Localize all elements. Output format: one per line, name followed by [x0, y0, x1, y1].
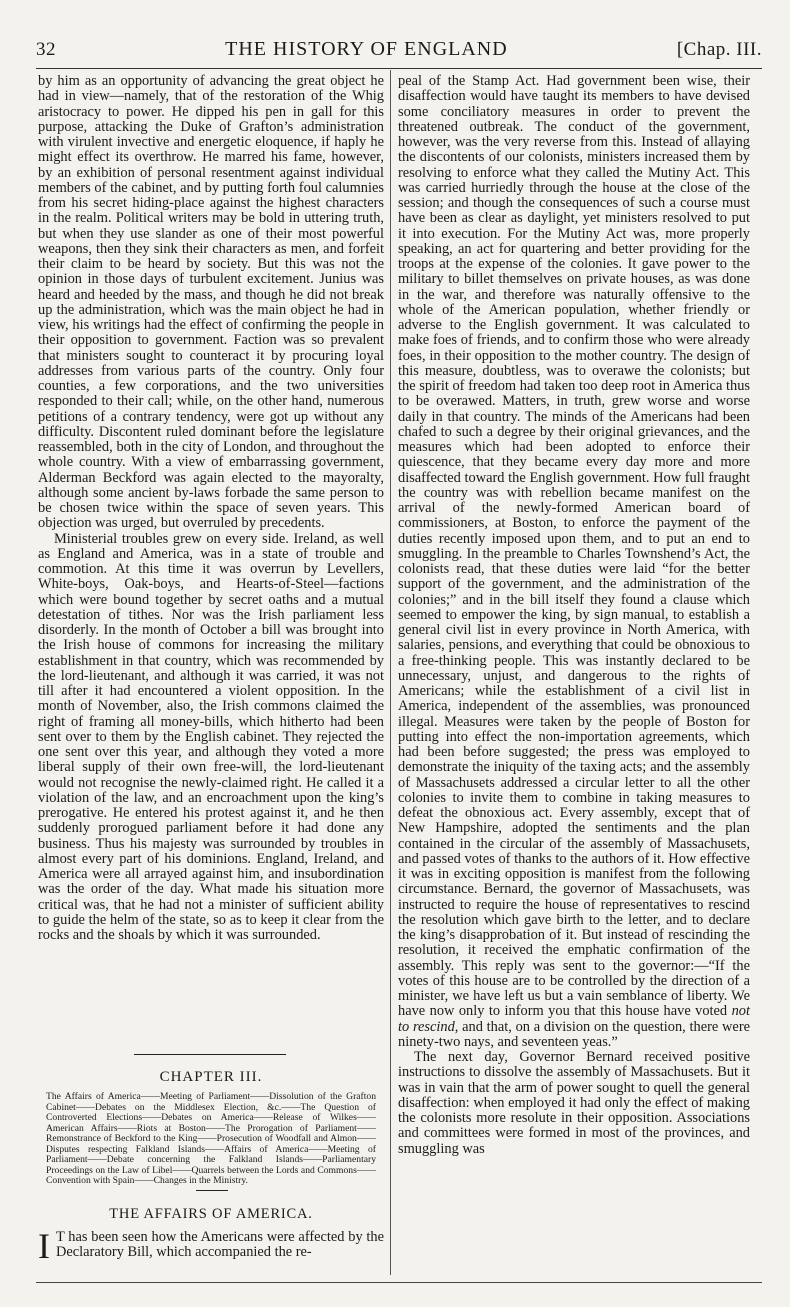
- chapter-marker: [Chap. III.: [676, 39, 762, 60]
- section-heading: THE AFFAIRS OF AMERICA.: [109, 1206, 313, 1222]
- right-paragraph: [398, 74, 750, 1050]
- drop-cap: I: [38, 1226, 50, 1266]
- page-number: 32: [36, 39, 56, 60]
- footer-rule: [36, 1282, 762, 1283]
- running-title: THE HISTORY OF ENGLAND: [225, 38, 508, 60]
- right-column: [398, 74, 750, 1157]
- left-column: [38, 74, 384, 943]
- right-paragraph: The next day, Governor Bernard received positive instructions to dissolve the assembly of Massachusets. But it was in vain that the arm of power sought to quell the general disaffection: when employed it had only the effect of making the colonists more resolute in their opposition. Associations and committees were formed in most of the provinces, and smuggling was: [398, 1049, 750, 1157]
- opening-paragraph: [38, 1226, 384, 1266]
- chapter-rule: [134, 1054, 286, 1055]
- section-rule: [196, 1190, 228, 1191]
- left-paragraph: by him as an opportunity of advancing the great object he had in view—namely, that of the restoration of the Whig aristocracy to power. He dipped his pen in gall for this purpose, attacking the Duke of Grafton’s administration with virulent invective and energetic eloquence, if haply he might effect its overthrow. He marred his fame, however, by an exhibition of personal resentment against individual members of the cabinet, and by putting forth foul calumnies from his secret hiding-place against the highest characters in the realm. Political writers may be bold in uttering truth, but when they use slander as one of their most powerful weapons, then they sink their characters as men, and forfeit their claim to be heard by society. But this was not the opinion in those days of turbulent excitement. Junius was heard and heeded by the mass, and though he did not break up the administration, which was the main object he had in view, his writings had the effect of confirming the people in their opposition to government. Faction was so prevalent that ministers sought to counteract it by procuring loyal addresses from various parts of the country. Only four counties, a few corporations, and the two universities responded to their call; while, on the other hand, numerous petitions of a contrary tendency, were got up without any difficulty. Discontent ruled dominant before the legislature reassembled, both in the city of London, and throughout the whole country. With a view of embarrassing government, Alderman Beckford was again elected to the mayoralty, although some ancient by-laws forbade the same person to be chosen twice within the space of seven years. This objection was urged, but overruled by precedents.: [38, 73, 384, 532]
- right-paragraph-end: , and that, on a division on the question, there were ninety-two nays, and seventeen yeas.”: [398, 1018, 750, 1050]
- left-paragraph: Ministerial troubles grew on every side. Ireland, as well as England and America, was in a state of trouble and commotion. At this time it was overrun by Levellers, White-boys, Oak-boys, and Hearts-of-Steel—factions which were bound together by secret oaths and a mutual detestation of tithes. Nor was the Irish parliament less disorderly. In the month of October a bill was brought into the Irish house of commons for increasing the military establishment in that country, which was recommended by the lord-lieutenant, and although it was carried, it was not till after it had encountered a violent opposition. In the month of November, also, the Irish commons claimed the right of framing all money-bills, which hitherto had been sent over to them by the English cabinet. They rejected the one sent over this year, and although they voted a more liberal supply of their own free-will, the lord-lieutenant would not recognise the newly-claimed right. He called it a violation of the law, and an encroachment upon the king’s prerogative. He entered his protest against it, and he then suddenly prorogued parliament before it had done any business. Thus his majesty was surrounded by troubles in almost every part of his dominions. England, Ireland, and America were all arrayed against him, and insubordination was the order of the day. What made his situation more critical was, that he had not a minister of sufficient ability to guide the helm of the state, so as to keep it clear from the rocks and the shoals by which it was surrounded.: [38, 530, 384, 943]
- chapter-synopsis: The Affairs of America——Meeting of Parliament——Dissolution of the Grafton Cabinet——Debates on the Middlesex Election, &c.——The Question of Controverted Elections——Debates on America——Release of Wilkes——American Affairs——Riots at Boston——The Prorogation of Parliament——Remonstrance of Beckford to the King——Prosecution of Woodfall and Almon——Disputes respecting Falkland Islands——Affairs of America——Meeting of Parliament——Debate concerning the Falkland Islands——Parliamentary Proceedings on the Law of Libel——Quarrels between the Lords and Commons——Convention with Spain——Changes in the Ministry.: [46, 1091, 376, 1186]
- right-paragraph-text: peal of the Stamp Act. Had government been wise, their disaffection would have taught its members to have devised some conciliatory measures in order to prevent the threatened outbreak. The conduct of the government, however, was the very reverse from this. Instead of allaying the discontents of our colonists, ministers increased them by resolving to enforce what they called the Mutiny Act. This was carried hurriedly through the house at the close of the session; and though the consequences of such a course must have been as clear as daylight, yet ministers resolved to put it into execution. For the Mutiny Act was, more properly speaking, an act for quartering and better providing for the troops at the expense of the colonies. It gave power to the military to billet themselves on private houses, as was done in the war, and therefore was naturally offensive to the whole of the American population, whether friendly or adverse to the English government. It was calculated to make foes of friends, and to confirm those who were already foes, in their opposition to the mother country. The design of this measure, doubtless, was to overawe the colonists; but the spirit of freedom had taken too deep root in America thus to be overawed. Matters, in truth, grew worse and worse daily in that country. The minds of the Americans had been chafed to such a degree by their original grievances, and the measures which had been adopted to enforce their quiescence, that they became every day more and more disaffected toward the English government. How full fraught the country was with rebellion became manifest on the arrival of the newly-formed American board of commissioners, at Boston, to enforce the payment of the duties recently imposed upon them, and to put an end to smuggling. In the preamble to Charles Townshend’s Act, the colonists read, that these duties were laid “for the better support of the government, and the administration of the colonies;” and in the bill itself they found a clause which seemed to empower the king, by sign manual, to establish a general civil list in every province in North America, with salaries, pensions, and everything that could be obnoxious to a free-thinking people. This was instantly declared to be unnecessary, unjust, and dangerous to the rights of Americans; while the establishment of a civil list in America, independent of the assemblies, was pronounced illegal. Measures were taken by the people of Boston for putting into effect the non-importation agreements, which had been before suggested; the press was employed to demonstrate the iniquity of the taxing acts; and the assembly of Massachusets addressed a circular letter to all the other colonies to invite them to combine in taking measures to defeat the obnoxious act. Every assembly, except that of New Hampshire, adopted the sentiments and the plan contained in the circular of the assembly of Massachusets, and passed votes of thanks to the authors of it. How effective it was in exciting opposition is manifest from the following circumstance. Bernard, the governor of Massachusets, was instructed to require the house of representatives to rescind the resolution which gave birth to the letter, and to declare the king’s disapprobation of it. But instead of rescinding the resolution, it received the emphatic confirmation of the assembly. This reply was sent to the governor:—“If the votes of this house are to be controlled by the direction of a minister, we have left us but a vain semblance of liberty. We have now only to inform you that this house have voted: [398, 73, 750, 1020]
- chapter-heading: CHAPTER III.: [159, 1069, 263, 1085]
- header-rule: [36, 68, 762, 69]
- italic-phrase: not to rescind: [398, 1003, 750, 1035]
- column-divider: [390, 70, 391, 1275]
- opening-text: T has been seen how the Americans were affected by the Declaratory Bill, which accompanied the re-: [56, 1229, 384, 1261]
- running-header: [36, 38, 762, 64]
